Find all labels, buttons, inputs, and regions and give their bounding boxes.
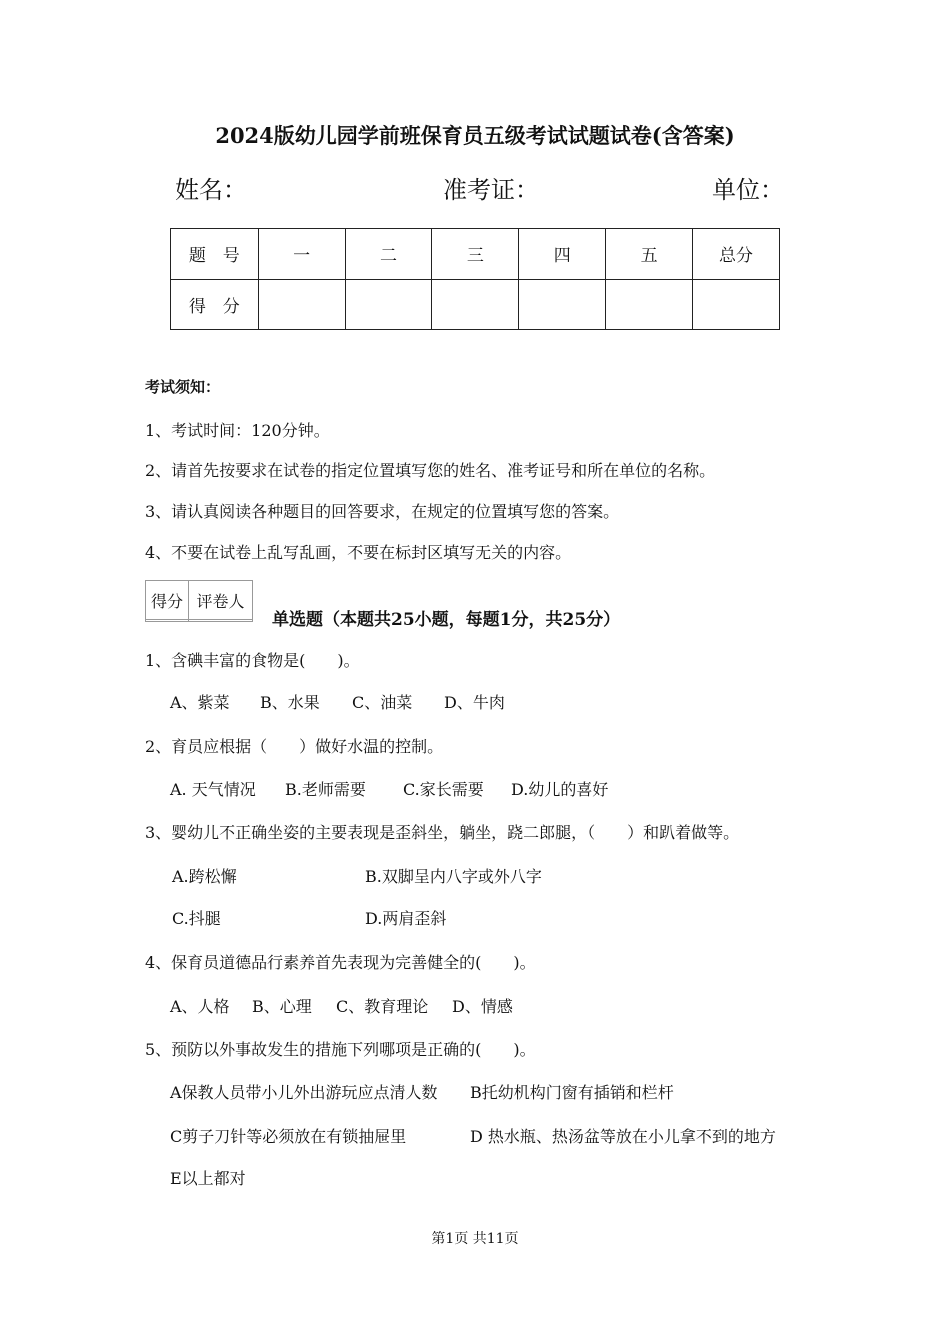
score-cell[interactable] bbox=[606, 279, 693, 330]
answer-option[interactable]: A. 天气情况 bbox=[170, 780, 256, 799]
document-title: 2024版幼儿园学前班保育员五级考试试题试卷(含答案) bbox=[215, 123, 735, 148]
score-table-header-cell: 五 bbox=[606, 229, 693, 280]
answer-option[interactable]: A.跨松懈 bbox=[172, 867, 237, 886]
score-table bbox=[170, 228, 780, 330]
answer-option[interactable]: D.幼儿的喜好 bbox=[511, 780, 609, 799]
score-table-score-row bbox=[171, 279, 780, 330]
grader-score-cell[interactable] bbox=[146, 620, 189, 622]
score-table-header-cell: 三 bbox=[432, 229, 519, 280]
unit-field-label: 单位： bbox=[712, 176, 784, 204]
answer-option[interactable]: B.老师需要 bbox=[285, 780, 366, 799]
score-table-header-cell: 总分 bbox=[693, 229, 780, 280]
question-stem: 2、育员应根据（ ）做好水温的控制。 bbox=[145, 737, 444, 756]
score-table-header-cell: 四 bbox=[519, 229, 606, 280]
answer-option[interactable]: C剪子刀针等必须放在有锁抽屉里 bbox=[170, 1127, 407, 1146]
grader-name-label: 评卷人 bbox=[189, 581, 253, 620]
score-cell[interactable] bbox=[258, 279, 345, 330]
answer-option[interactable]: B托幼机构门窗有插销和栏杆 bbox=[470, 1083, 674, 1102]
answer-option[interactable]: A、紫菜 bbox=[170, 693, 230, 712]
answer-option[interactable]: D.两肩歪斜 bbox=[365, 909, 447, 928]
question-stem: 1、含碘丰富的食物是( )。 bbox=[145, 651, 360, 670]
answer-option[interactable]: C、教育理论 bbox=[336, 997, 429, 1016]
question-stem: 5、预防以外事故发生的措施下列哪项是正确的( )。 bbox=[145, 1040, 536, 1059]
score-cell[interactable] bbox=[432, 279, 519, 330]
answer-option[interactable]: C.抖腿 bbox=[172, 909, 221, 928]
answer-option[interactable]: C、油菜 bbox=[352, 693, 413, 712]
name-field-label: 姓名： bbox=[175, 176, 247, 204]
score-cell[interactable] bbox=[519, 279, 606, 330]
score-table-header-cell: 二 bbox=[345, 229, 432, 280]
notice-item: 4、不要在试卷上乱写乱画，不要在标封区填写无关的内容。 bbox=[145, 543, 572, 562]
notice-item: 1、考试时间：120分钟。 bbox=[145, 421, 330, 440]
answer-option[interactable]: D、情感 bbox=[452, 997, 513, 1016]
answer-option[interactable]: A保教人员带小儿外出游玩应点清人数 bbox=[170, 1083, 438, 1102]
notice-item: 2、请首先按要求在试卷的指定位置填写您的姓名、准考证号和所在单位的名称。 bbox=[145, 461, 716, 480]
answer-option[interactable]: B.双脚呈内八字或外八字 bbox=[365, 867, 542, 886]
score-table-header-cell: 一 bbox=[258, 229, 345, 280]
question-stem: 3、婴幼儿不正确坐姿的主要表现是歪斜坐，躺坐，跷二郎腿，（ ）和趴着做等。 bbox=[145, 823, 740, 842]
score-cell[interactable] bbox=[345, 279, 432, 330]
notice-item: 3、请认真阅读各种题目的回答要求，在规定的位置填写您的答案。 bbox=[145, 502, 620, 521]
page-footer: 第1页 共11页 bbox=[431, 1231, 519, 1247]
answer-option[interactable]: D、牛肉 bbox=[444, 693, 505, 712]
answer-option[interactable]: E以上都对 bbox=[170, 1169, 246, 1188]
score-table-header-row bbox=[171, 229, 780, 280]
question-stem: 4、保育员道德品行素养首先表现为完善健全的( )。 bbox=[145, 953, 536, 972]
grader-box bbox=[145, 580, 253, 622]
grader-score-label: 得分 bbox=[146, 581, 189, 620]
exam-number-field-label: 准考证： bbox=[443, 176, 539, 204]
score-table-header-cell: 题 号 bbox=[171, 229, 259, 280]
answer-option[interactable]: B、水果 bbox=[260, 693, 320, 712]
section-title: 单选题（本题共25小题，每题1分，共25分） bbox=[272, 610, 621, 630]
answer-option[interactable]: C.家长需要 bbox=[403, 780, 484, 799]
score-row-label: 得 分 bbox=[171, 279, 259, 330]
answer-option[interactable]: D 热水瓶、热汤盆等放在小儿拿不到的地方 bbox=[470, 1127, 776, 1146]
score-cell[interactable] bbox=[693, 279, 780, 330]
answer-option[interactable]: A、人格 bbox=[170, 997, 230, 1016]
grader-name-cell[interactable] bbox=[189, 620, 253, 622]
answer-option[interactable]: B、心理 bbox=[252, 997, 312, 1016]
notice-heading: 考试须知： bbox=[145, 378, 221, 396]
